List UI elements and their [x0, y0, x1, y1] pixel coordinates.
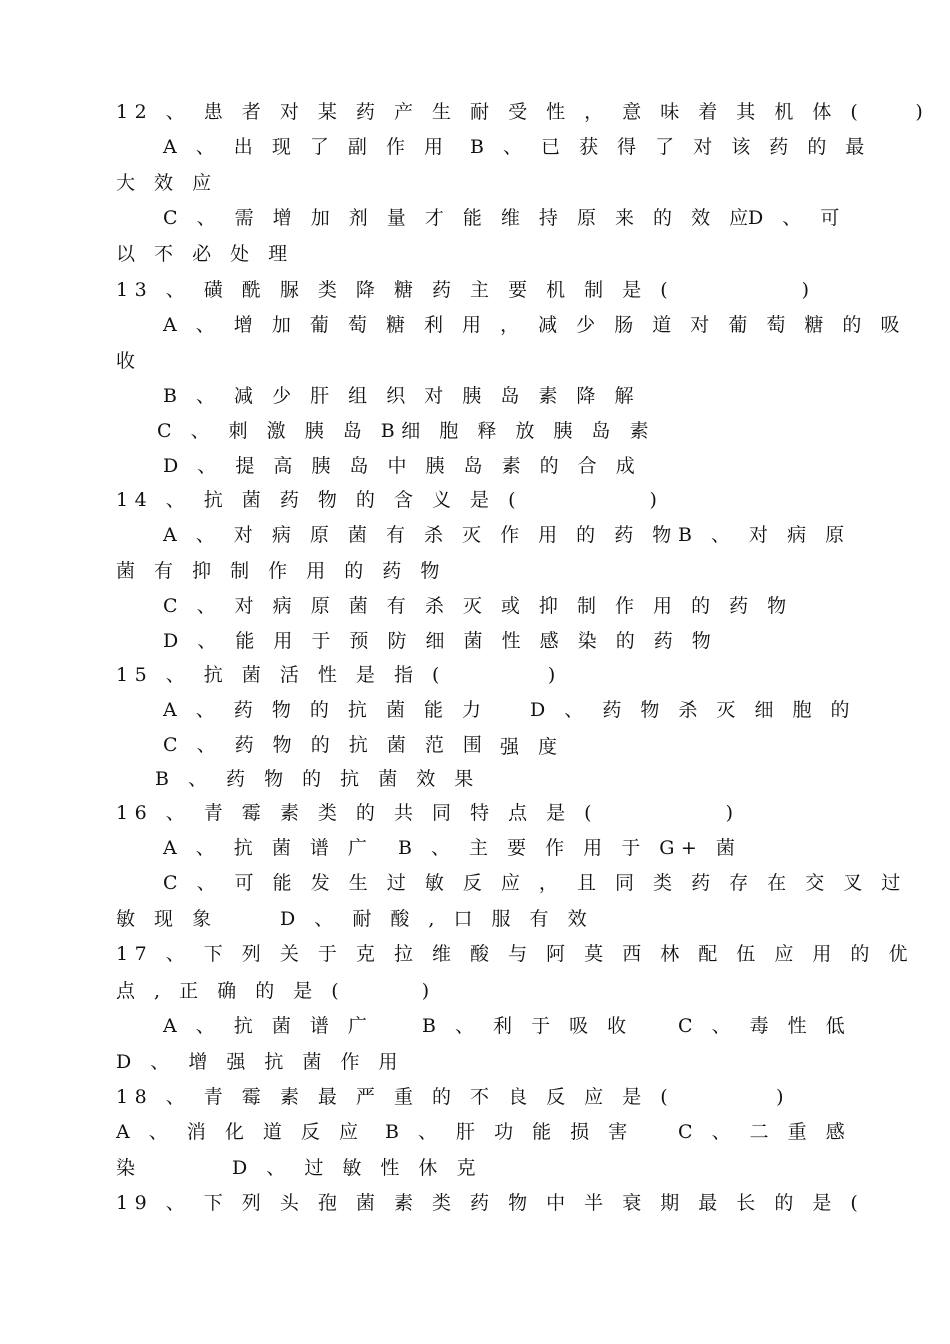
question-14-option-b: B 、 对 病 原 [678, 524, 851, 546]
question-17-option-b: B 、 利 于 吸 收 [422, 1015, 633, 1037]
question-13-option-a: A 、 增 加 葡 萄 糖 利 用 ， 减 少 肠 道 对 葡 萄 糖 的 吸 [163, 314, 906, 336]
question-18-option-a: A 、 消 化 道 反 应 [116, 1121, 365, 1143]
question-16-option-c: C 、 可 能 发 生 过 敏 反 应 ， 且 同 类 药 存 在 交 叉 过 [163, 872, 907, 894]
question-16-option-c-cont: 敏 现 象 [116, 908, 218, 930]
question-16-option-b: B 、 主 要 作 用 于 G+ 菌 [398, 837, 742, 859]
question-12-text: 12 、 患 者 对 某 药 产 生 耐 受 性 ， 意 味 着 其 机 体 ( ) [116, 101, 930, 123]
question-15-option-a: A 、 药 物 的 抗 菌 能 力 [163, 699, 488, 721]
question-17-stem-cont: 点 , 正 确 的 是 ( ) [116, 980, 436, 1002]
question-15-option-c: C 、 药 物 的 抗 菌 范 围 [163, 734, 489, 756]
question-12-option-d: D 、 可 [748, 207, 846, 229]
question-13-option-c: C 、 刺 激 胰 岛 B细 胞 释 放 胰 岛 素 [157, 420, 655, 442]
question-14-option-c: C 、 对 病 原 菌 有 杀 灭 或 抑 制 作 用 的 药 物 [163, 595, 793, 617]
question-14-option-b-cont: 菌 有 抑 制 作 用 的 药 物 [116, 560, 446, 582]
question-12-option-b-cont: 大 效 应 [116, 172, 218, 194]
question-12-stem [116, 100, 930, 124]
question-18-stem: 18 、 青 霉 素 最 严 重 的 不 良 反 应 是 ( ) [116, 1086, 791, 1108]
question-17-option-a: A 、 抗 菌 谱 广 [163, 1015, 374, 1037]
question-14-option-d: D 、 能 用 于 预 防 细 菌 性 感 染 的 药 物 [163, 630, 718, 652]
question-12-option-d-cont: 以 不 必 处 理 [116, 243, 294, 265]
question-18-option-c-cont: 染 [116, 1157, 142, 1179]
question-17-stem: 17 、 下 列 关 于 克 拉 维 酸 与 阿 莫 西 林 配 伍 应 用 的 优 [116, 943, 914, 965]
question-12-option-b: B 、 已 获 得 了 对 该 药 的 最 [470, 136, 871, 158]
question-15-option-d: D 、 药 物 杀 灭 细 胞 的 [530, 699, 857, 721]
question-17-option-c: C 、 毒 性 低 [678, 1015, 852, 1037]
question-18-option-c: C 、 二 重 感 [678, 1121, 852, 1143]
question-13-option-b: B 、 减 少 肝 组 织 对 胰 岛 素 降 解 [163, 385, 640, 407]
question-18-option-b: B 、 肝 功 能 损 害 [385, 1121, 634, 1143]
question-13-stem: 13 、 磺 酰 脲 类 降 糖 药 主 要 机 制 是 ( ) [116, 279, 816, 301]
question-12-option-c: C 、 需 增 加 剂 量 才 能 维 持 原 来 的 效 应 [163, 207, 755, 229]
question-14-option-a: A 、 对 病 原 菌 有 杀 灭 作 用 的 药 物 [163, 524, 678, 546]
question-15-stem: 15 、 抗 菌 活 性 是 指 ( ) [116, 664, 562, 686]
question-13-option-d: D 、 提 高 胰 岛 中 胰 岛 素 的 合 成 [163, 455, 642, 477]
question-15-option-d-cont: 强 度 [500, 736, 564, 758]
question-14-stem: 14 、 抗 菌 药 物 的 含 义 是 ( ) [116, 489, 664, 511]
question-18-option-d: D 、 过 敏 性 休 克 [232, 1157, 482, 1179]
question-13-option-a-cont: 收 [116, 350, 142, 372]
question-15-option-b: B 、 药 物 的 抗 菌 效 果 [155, 768, 480, 790]
question-12-option-a: A 、 出 现 了 副 作 用 [163, 136, 450, 158]
question-17-option-d: D 、 增 强 抗 菌 作 用 [116, 1051, 405, 1073]
question-16-option-d: D 、 耐 酸 , 口 服 有 效 [280, 908, 594, 930]
question-19-stem: 19 、 下 列 头 孢 菌 素 类 药 物 中 半 衰 期 最 长 的 是 ( [116, 1192, 865, 1214]
question-16-stem: 16 、 青 霉 素 类 的 共 同 特 点 是 ( ) [116, 802, 740, 824]
question-16-option-a: A 、 抗 菌 谱 广 [163, 837, 374, 859]
